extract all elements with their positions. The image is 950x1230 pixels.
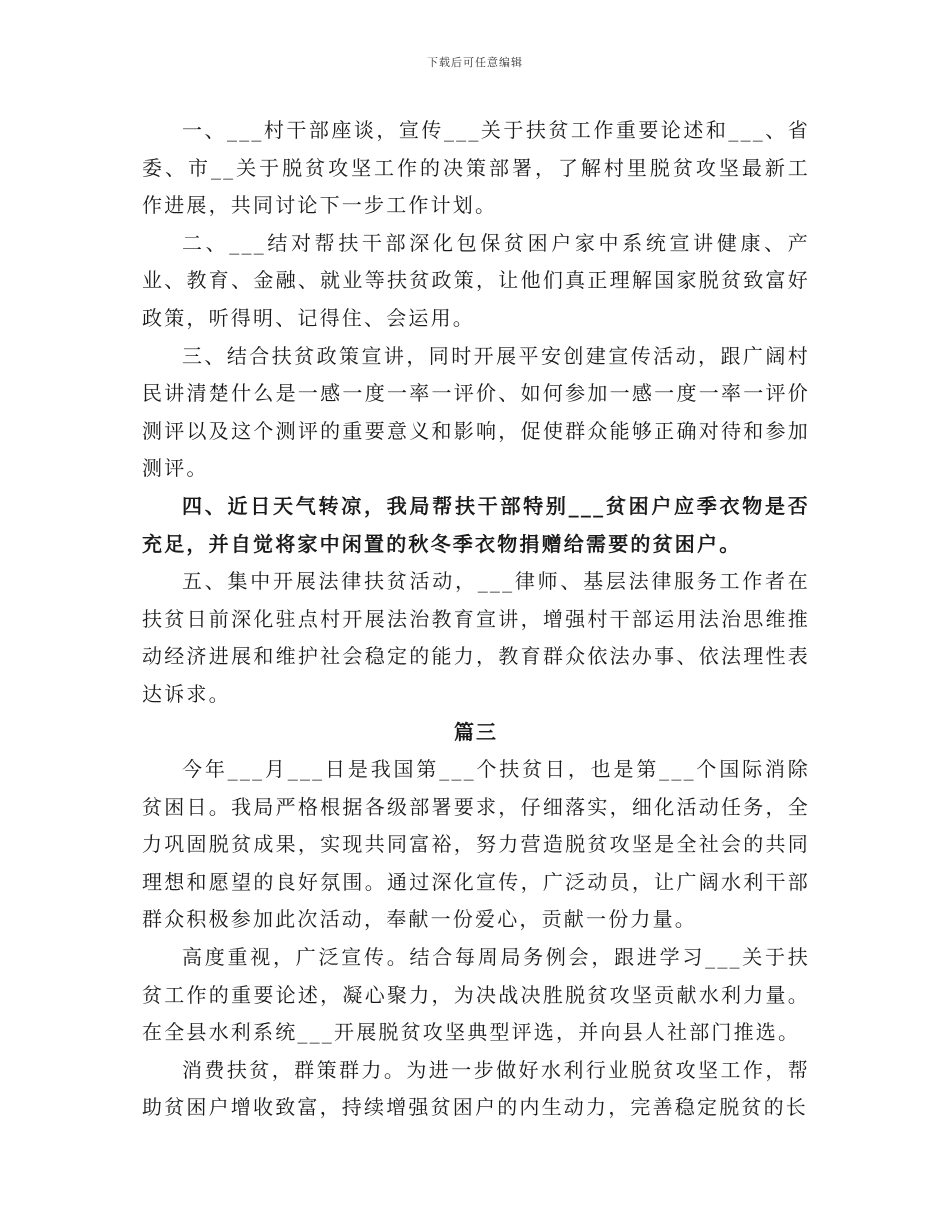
paragraph-3: 三、结合扶贫政策宣讲，同时开展平安创建宣传活动，跟广阔村民讲清楚什么是一感一度一率一评价、如何参加一感一度一率一评价测评以及这个测评的重要意义和影响，促使群众能够正确对待和参加测评。: [142, 343, 810, 481]
paragraph-4-bold: 四、近日天气转凉，我局帮扶干部特别___贫困户应季衣物是否充足，并自觉将家中闲置的秋冬季衣物捐赠给需要的贫困户。: [142, 493, 810, 556]
section-title: 篇三: [454, 719, 498, 744]
page-header: 下载后可任意编辑: [427, 56, 523, 69]
paragraph-2: 二、___结对帮扶干部深化包保贫困户家中系统宣讲健康、产业、教育、金融、就业等扶贫政策，让他们真正理解国家脱贫致富好政策，听得明、记得住、会运用。: [142, 230, 810, 330]
section-paragraph-1: 今年___月___日是我国第___个扶贫日，也是第___个国际消除贫困日。我局严格根据各级部署要求，仔细落实，细化活动任务，全力巩固脱贫成果，实现共同富裕，努力营造脱贫攻坚是全社会的共同理想和愿望的良好氛围。通过深化宣传，广泛动员，让广阔水利干部群众积极参加此次活动，奉献一份爱心，贡献一份力量。: [142, 757, 810, 932]
section-paragraph-2: 高度重视，广泛宣传。结合每周局务例会，跟进学习___关于扶贫工作的重要论述，凝心聚力，为决战决胜脱贫攻坚贡献水利力量。在全县水利系统___开展脱贫攻坚典型评选，并向县人社部门推选。: [142, 945, 810, 1045]
document-body: [142, 112, 810, 1127]
paragraph-5: 五、集中开展法律扶贫活动，___律师、基层法律服务工作者在扶贫日前深化驻点村开展法治教育宣讲，增强村干部运用法治思维推动经济进展和维护社会稳定的能力，教育群众依法办事、依法理性表达诉求。: [142, 569, 810, 706]
section-paragraph-3: 消费扶贫，群策群力。为进一步做好水利行业脱贫攻坚工作，帮助贫困户增收致富，持续增强贫困户的内生动力，完善稳定脱贫的长: [142, 1057, 810, 1120]
paragraph-1: 一、___村干部座谈，宣传___关于扶贫工作重要论述和___、省委、市__关于脱贫攻坚工作的决策部署，了解村里脱贫攻坚最新工作进展，共同讨论下一步工作计划。: [142, 118, 810, 218]
